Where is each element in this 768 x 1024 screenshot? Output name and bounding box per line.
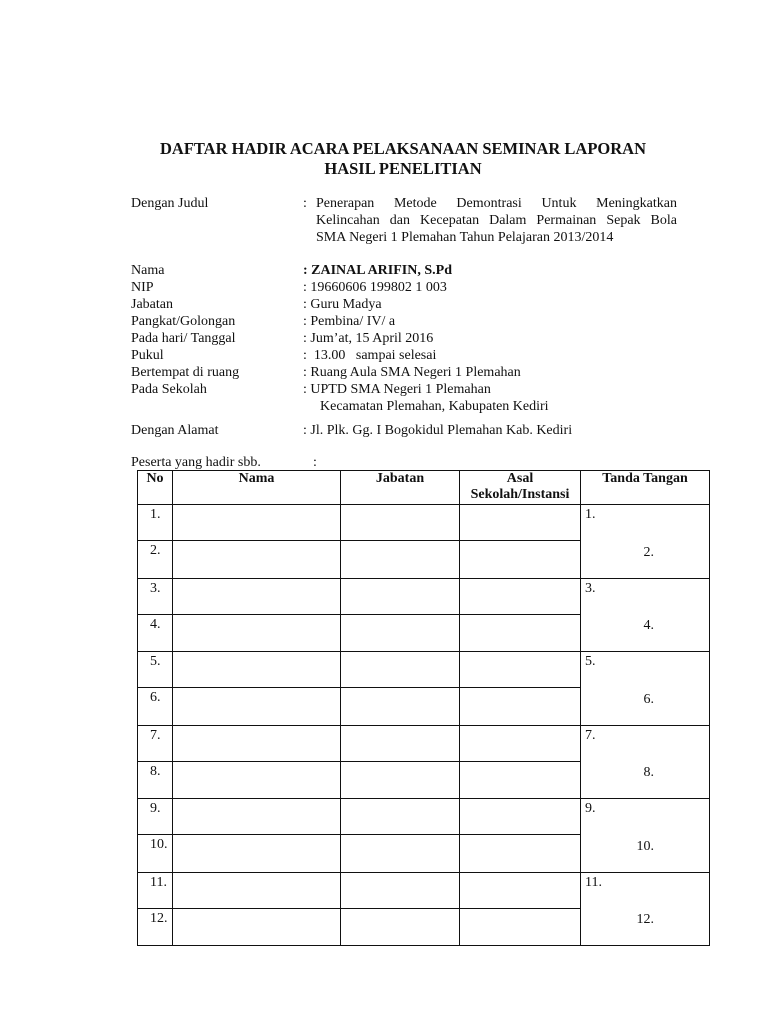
row-number: 5. xyxy=(138,652,173,688)
jabatan-cell[interactable] xyxy=(341,872,460,908)
asal-cell[interactable] xyxy=(460,761,581,799)
table-row xyxy=(138,541,710,579)
jabatan-cell[interactable] xyxy=(341,505,460,541)
nip-value: : 19660606 199802 1 003 xyxy=(303,280,447,295)
nama-cell[interactable] xyxy=(173,872,341,908)
table-row xyxy=(138,614,710,652)
judul-colon: : xyxy=(303,196,307,211)
nama-cell[interactable] xyxy=(173,688,341,726)
title-line-2: HASIL PENELITIAN xyxy=(324,159,482,178)
table-row xyxy=(138,908,710,946)
jabatan-cell[interactable] xyxy=(341,541,460,579)
asal-cell[interactable] xyxy=(460,799,581,835)
judul-label: Dengan Judul xyxy=(131,196,209,211)
signature-cell[interactable]: 3. xyxy=(581,578,710,614)
asal-cell[interactable] xyxy=(460,835,581,873)
jabatan-cell[interactable] xyxy=(341,578,460,614)
row-number: 6. xyxy=(138,688,173,726)
sekolah-value-2: Kecamatan Plemahan, Kabupaten Kediri xyxy=(320,399,549,414)
pangkat-value: : Pembina/ IV/ a xyxy=(303,314,396,329)
hari-value: : Jum’at, 15 April 2016 xyxy=(303,331,434,346)
row-number: 7. xyxy=(138,725,173,761)
table-row xyxy=(138,578,710,614)
attendance-table xyxy=(137,470,710,946)
nama-cell[interactable] xyxy=(173,505,341,541)
table-row xyxy=(138,799,710,835)
tempat-label: Bertempat di ruang xyxy=(131,365,240,380)
table-row xyxy=(138,505,710,541)
jabatan-cell[interactable] xyxy=(341,761,460,799)
signature-cell[interactable]: 7. xyxy=(581,725,710,761)
header-asal-line-1: Asal xyxy=(506,471,534,486)
jabatan-cell[interactable] xyxy=(341,799,460,835)
jabatan-cell[interactable] xyxy=(341,652,460,688)
asal-cell[interactable] xyxy=(460,652,581,688)
pukul-label: Pukul xyxy=(131,348,164,363)
row-number: 8. xyxy=(138,761,173,799)
row-number: 2. xyxy=(138,541,173,579)
table-row xyxy=(138,725,710,761)
table-header-row xyxy=(138,471,710,505)
nama-value: : ZAINAL ARIFIN, S.Pd xyxy=(303,263,452,278)
judul-line-1: Penerapan Metode Demontrasi Untuk Meningkatkan xyxy=(316,196,677,211)
peserta-line xyxy=(131,454,317,471)
judul-text xyxy=(316,195,677,246)
asal-cell[interactable] xyxy=(460,872,581,908)
nip-label: NIP xyxy=(131,280,154,295)
header-asal-line-2: Sekolah/Instansi xyxy=(470,487,570,502)
nama-cell[interactable] xyxy=(173,614,341,652)
asal-cell[interactable] xyxy=(460,725,581,761)
document-title xyxy=(0,139,768,179)
nama-cell[interactable] xyxy=(173,578,341,614)
signature-cell[interactable]: 1. xyxy=(581,505,710,541)
table-row xyxy=(138,872,710,908)
signature-cell[interactable]: 12. xyxy=(581,908,710,946)
pangkat-label: Pangkat/Golongan xyxy=(131,314,236,329)
row-number: 1. xyxy=(138,505,173,541)
hari-label: Pada hari/ Tanggal xyxy=(131,331,236,346)
nama-cell[interactable] xyxy=(173,761,341,799)
row-number: 10. xyxy=(138,835,173,873)
nama-cell[interactable] xyxy=(173,541,341,579)
jabatan-value: : Guru Madya xyxy=(303,297,382,312)
signature-cell[interactable]: 11. xyxy=(581,872,710,908)
jabatan-label: Jabatan xyxy=(131,297,173,312)
table-row xyxy=(138,688,710,726)
header-jabatan: Jabatan xyxy=(341,471,460,505)
title-line-1: DAFTAR HADIR ACARA PELAKSANAAN SEMINAR LAPORAN xyxy=(159,139,646,158)
signature-cell[interactable]: 6. xyxy=(581,688,710,726)
asal-cell[interactable] xyxy=(460,505,581,541)
asal-cell[interactable] xyxy=(460,541,581,579)
row-number: 3. xyxy=(138,578,173,614)
signature-cell[interactable]: 5. xyxy=(581,652,710,688)
jabatan-cell[interactable] xyxy=(341,688,460,726)
peserta-colon: : xyxy=(313,455,317,470)
jabatan-cell[interactable] xyxy=(341,614,460,652)
tempat-value: : Ruang Aula SMA Negeri 1 Plemahan xyxy=(303,365,521,380)
header-tanda-tangan: Tanda Tangan xyxy=(581,471,710,505)
signature-cell[interactable]: 2. xyxy=(581,541,710,579)
row-number: 12. xyxy=(138,908,173,946)
alamat-label: Dengan Alamat xyxy=(131,423,219,438)
table-row xyxy=(138,835,710,873)
row-number: 11. xyxy=(138,872,173,908)
header-nama: Nama xyxy=(173,471,341,505)
nama-cell[interactable] xyxy=(173,725,341,761)
signature-cell[interactable]: 8. xyxy=(581,761,710,799)
table-row xyxy=(138,652,710,688)
nama-cell[interactable] xyxy=(173,835,341,873)
asal-cell[interactable] xyxy=(460,578,581,614)
jabatan-cell[interactable] xyxy=(341,725,460,761)
nama-cell[interactable] xyxy=(173,908,341,946)
peserta-label: Peserta yang hadir sbb. xyxy=(131,455,261,470)
row-number: 4. xyxy=(138,614,173,652)
pukul-value: : 13.00 sampai selesai xyxy=(303,348,437,363)
nama-cell[interactable] xyxy=(173,652,341,688)
signature-cell[interactable]: 4. xyxy=(581,614,710,652)
sekolah-value: : UPTD SMA Negeri 1 Plemahan xyxy=(303,382,491,397)
asal-cell[interactable] xyxy=(460,614,581,652)
row-number: 9. xyxy=(138,799,173,835)
asal-cell[interactable] xyxy=(460,908,581,946)
jabatan-cell[interactable] xyxy=(341,908,460,946)
asal-cell[interactable] xyxy=(460,688,581,726)
jabatan-cell[interactable] xyxy=(341,835,460,873)
header-no: No xyxy=(138,471,173,505)
nama-cell[interactable] xyxy=(173,799,341,835)
header-asal xyxy=(460,471,581,505)
judul-line-3: SMA Negeri 1 Plemahan Tahun Pelajaran 2013/2014 xyxy=(316,230,614,245)
judul-line-2: Kelincahan dan Kecepatan Dalam Permainan Sepak Bola xyxy=(316,213,677,228)
sekolah-label: Pada Sekolah xyxy=(131,382,207,397)
nama-label: Nama xyxy=(131,263,165,278)
table-row xyxy=(138,761,710,799)
alamat-value: : Jl. Plk. Gg. I Bogokidul Plemahan Kab. Kediri xyxy=(303,423,573,438)
signature-cell[interactable]: 10. xyxy=(581,835,710,873)
signature-cell[interactable]: 9. xyxy=(581,799,710,835)
